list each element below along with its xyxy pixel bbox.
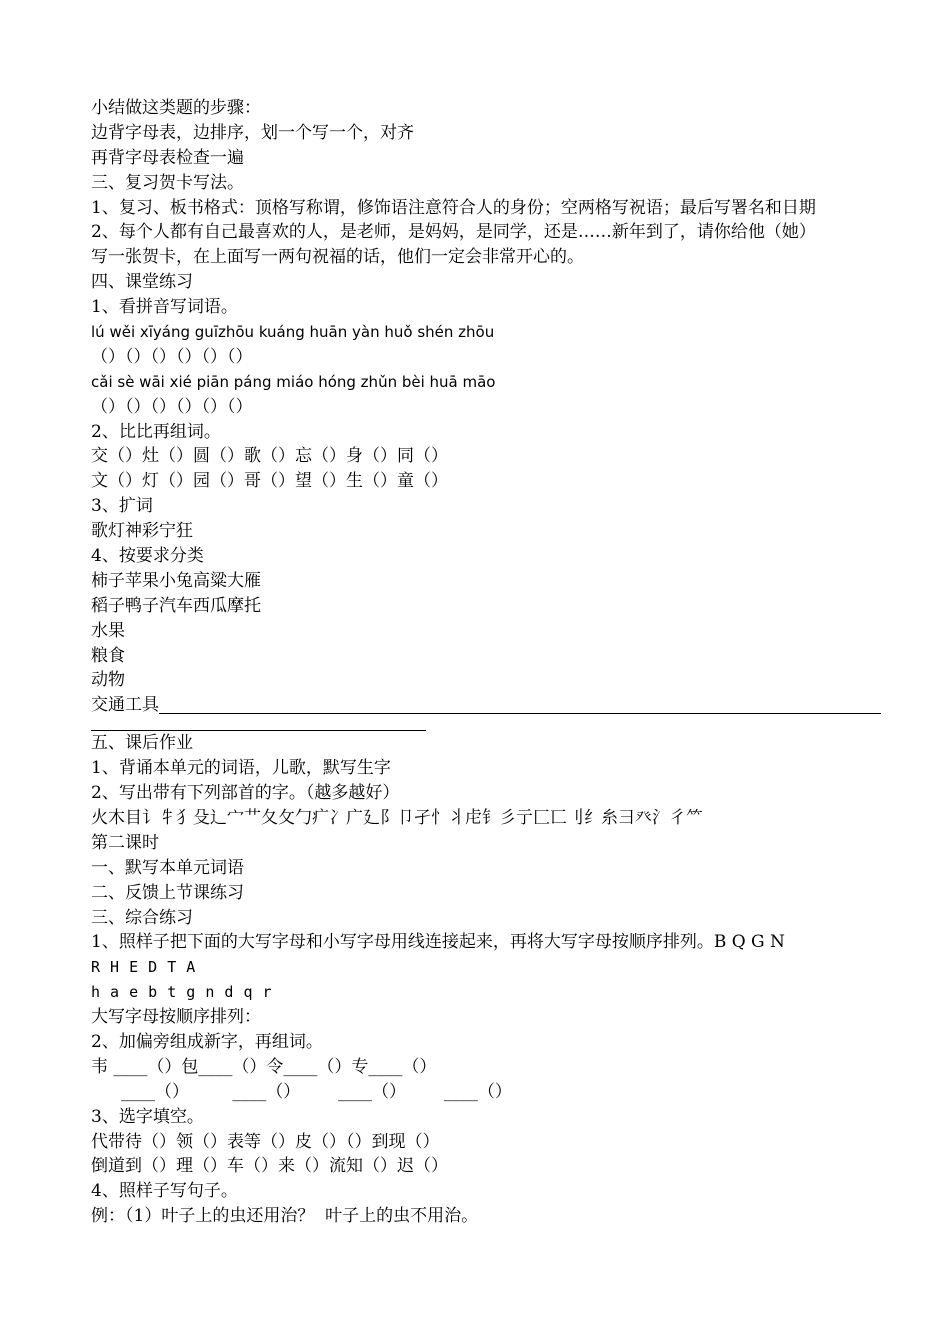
text-line: 1、背诵本单元的词语，儿歌，默写生字 — [91, 758, 391, 779]
text-line: 1、照样子把下面的大写字母和小写字母用线连接起来，再将大写字母按顺序排列。B Q G N — [91, 932, 785, 953]
pinyin-line: cǎi sè wāi xié piān páng miáo hóng zhǔn bèi huā māo — [91, 372, 496, 391]
text-line: 大写字母按顺序排列： — [91, 1007, 261, 1028]
example-sentence: 例：（1）叶子上的虫还用治？ 叶子上的虫不用治。 — [91, 1206, 479, 1227]
answer-underline — [91, 718, 426, 731]
exercise-title: 3、扩词 — [91, 496, 153, 517]
fill-blank-line: ____（） ____（） ____（） ____（） — [121, 1081, 512, 1102]
category-label: 交通工具 — [91, 695, 159, 716]
category-label: 动物 — [91, 670, 125, 691]
category-label: 水果 — [91, 620, 125, 641]
answer-blanks: （）（）（）（）（）（） — [91, 346, 253, 367]
section-heading: 第二课时 — [91, 832, 159, 853]
radical-list: 火木目讠牜犭殳辶宀艹夂攵勹疒冫广廴阝卩孑忄丬虍钅彡亍匚匸刂纟糸彐癶氵彳⺮ — [91, 807, 703, 828]
fill-blank-line: 倒道到（）理（）车（）来（）流知（）迟（） — [91, 1156, 448, 1177]
pinyin-line: lú wěi xīyáng guīzhōu kuáng huān yàn huǒ shén zhōu — [91, 323, 495, 342]
fill-blank-line: 韦 ____（）包____（）令____（）专____（） — [91, 1056, 437, 1077]
category-label: 粮食 — [91, 645, 125, 666]
section-heading: 三、复习贺卡写法。 — [91, 172, 244, 193]
section-heading: 二、反馈上节课练习 — [91, 882, 244, 903]
text-line: 稻子鸭子汽车西瓜摩托 — [91, 595, 261, 616]
section-heading: 五、课后作业 — [91, 733, 193, 754]
text-line: 写一张贺卡，在上面写一两句祝福的话，他们一定会非常开心的。 — [91, 247, 584, 268]
text-line: 再背字母表检查一遍 — [91, 147, 244, 168]
fill-blank-line: 代带待（）领（）表等（）皮（）（）到现（） — [91, 1131, 440, 1152]
section-heading: 一、默写本单元词语 — [91, 857, 244, 878]
exercise-title: 4、按要求分类 — [91, 546, 204, 567]
letters-line: h a e b t g n d q r — [91, 983, 273, 1002]
text-line: 2、每个人都有自己最喜欢的人，是老师，是妈妈，是同学，还是……新年到了，请你给他（她） — [91, 222, 816, 243]
letters-line: R H E D T A — [91, 958, 196, 977]
section-heading: 四、课堂练习 — [91, 272, 193, 293]
category-line — [91, 693, 881, 718]
answer-blanks: （）（）（）（）（）（） — [91, 396, 253, 417]
exercise-title: 1、看拼音写词语。 — [91, 297, 238, 318]
exercise-title: 2、加偏旁组成新字，再组词。 — [91, 1031, 323, 1052]
answer-underline — [159, 696, 881, 714]
exercise-title: 3、选字填空。 — [91, 1106, 204, 1127]
exercise-title: 4、照样子写句子。 — [91, 1181, 238, 1202]
text-line: 歌灯神彩宁狂 — [91, 521, 193, 542]
word-group-line: 交（）灶（）圆（）歌（）忘（）身（）同（） — [91, 446, 448, 467]
text-line: 边背字母表，边排序，划一个写一个，对齐 — [91, 122, 414, 143]
text-line: 2、写出带有下列部首的字。（越多越好） — [91, 783, 400, 804]
text-line: 1、复习、板书格式：顶格写称谓，修饰语注意符合人的身份；空两格写祝语；最后写署名和日期 — [91, 197, 816, 218]
text-line: 小结做这类题的步骤： — [91, 98, 261, 118]
exercise-title: 2、比比再组词。 — [91, 421, 221, 442]
section-heading: 三、综合练习 — [91, 907, 193, 928]
text-line: 柿子苹果小兔高粱大雁 — [91, 570, 261, 591]
word-group-line: 文（）灯（）园（）哥（）望（）生（）童（） — [91, 471, 448, 492]
document-page — [91, 96, 881, 1229]
